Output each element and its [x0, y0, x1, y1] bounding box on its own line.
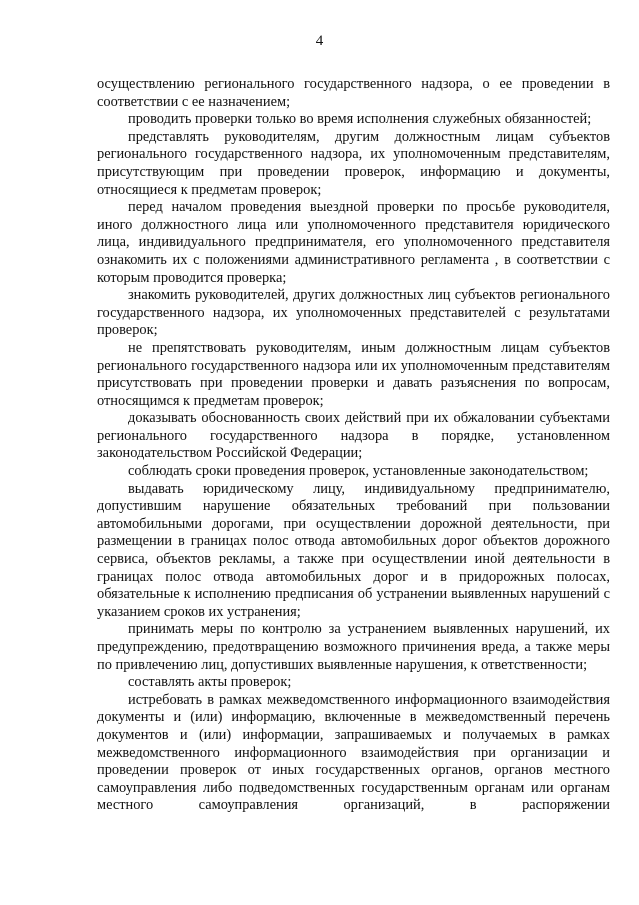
- paragraph-9: выдавать юридическому лицу, индивидуальному предпринимателю, допустившим нарушение обязательных требований при пользовании автомобильными дорогами, при осуществлении дорожной деятельности, при размещении в границах полос отвода автомобильных дорог объектов дорожного сервиса, объектов рекламы, а также при осуществлении иной деятельности в границах полос отвода автомобильных дорог и в придорожных полосах, обязательные к исполнению предписания об устранении выявленных нарушений с указанием сроков их устранения;: [97, 480, 610, 620]
- page-number: 4: [315, 33, 324, 49]
- paragraph-7: доказывать обоснованность своих действий при их обжаловании субъектами регионального государственного надзора в порядке, установленном законодательством Российской Федерации;: [97, 410, 610, 462]
- paragraph-10: принимать меры по контролю за устранением выявленных нарушений, их предупреждению, предотвращению возможного причинения вреда, а также меры по привлечению лиц, допустивших выявленные нарушения, к ответственности;: [97, 621, 610, 673]
- paragraph-3: представлять руководителям, другим должностным лицам субъектов регионального государственного надзора, их уполномоченным представителям, присутствующим при проведении проверок, информацию и документы, относящиеся к предметам проверок;: [97, 128, 610, 198]
- paragraph-6: не препятствовать руководителям, иным должностным лицам субъектов регионального государственного надзора или их уполномоченным представителям присутствовать при проведении проверки и давать разъяснения по вопросам, относящимся к предметам проверок;: [97, 339, 610, 409]
- paragraph-11: составлять акты проверок;: [128, 674, 292, 691]
- document-body: [97, 76, 610, 815]
- paragraph-4: перед началом проведения выездной проверки по просьбе руководителя, иного должностного лица или уполномоченного представителя юридического лица, индивидуального предпринимателя, его уполномоченного представителя ознакомить их с положениями административного регламента , в соответствии с которым проводится проверка;: [97, 199, 610, 286]
- paragraph-8: соблюдать сроки проведения проверок, установленные законодательством;: [128, 463, 589, 480]
- paragraph-5: знакомить руководителей, других должностных лиц субъектов регионального государственного надзора, их уполномоченных представителей с результатами проверок;: [97, 287, 610, 339]
- paragraph-2: проводить проверки только во время исполнения служебных обязанностей;: [128, 111, 592, 128]
- paragraph-1: осуществлению регионального государственного надзора, о ее проведении в соответствии с ее назначением;: [97, 76, 610, 110]
- paragraph-12: истребовать в рамках межведомственного информационного взаимодействия документы и (или) информацию, включенные в межведомственный перечень документов и (или) информации, запрашиваемых и получаемых в рамках межведомственного информационного взаимодействия при организации и проведении проверок от иных государственных органов, органов местного самоуправления либо подведомственных государственным органам или органам местного самоуправления организаций, в распоряжении: [97, 691, 610, 814]
